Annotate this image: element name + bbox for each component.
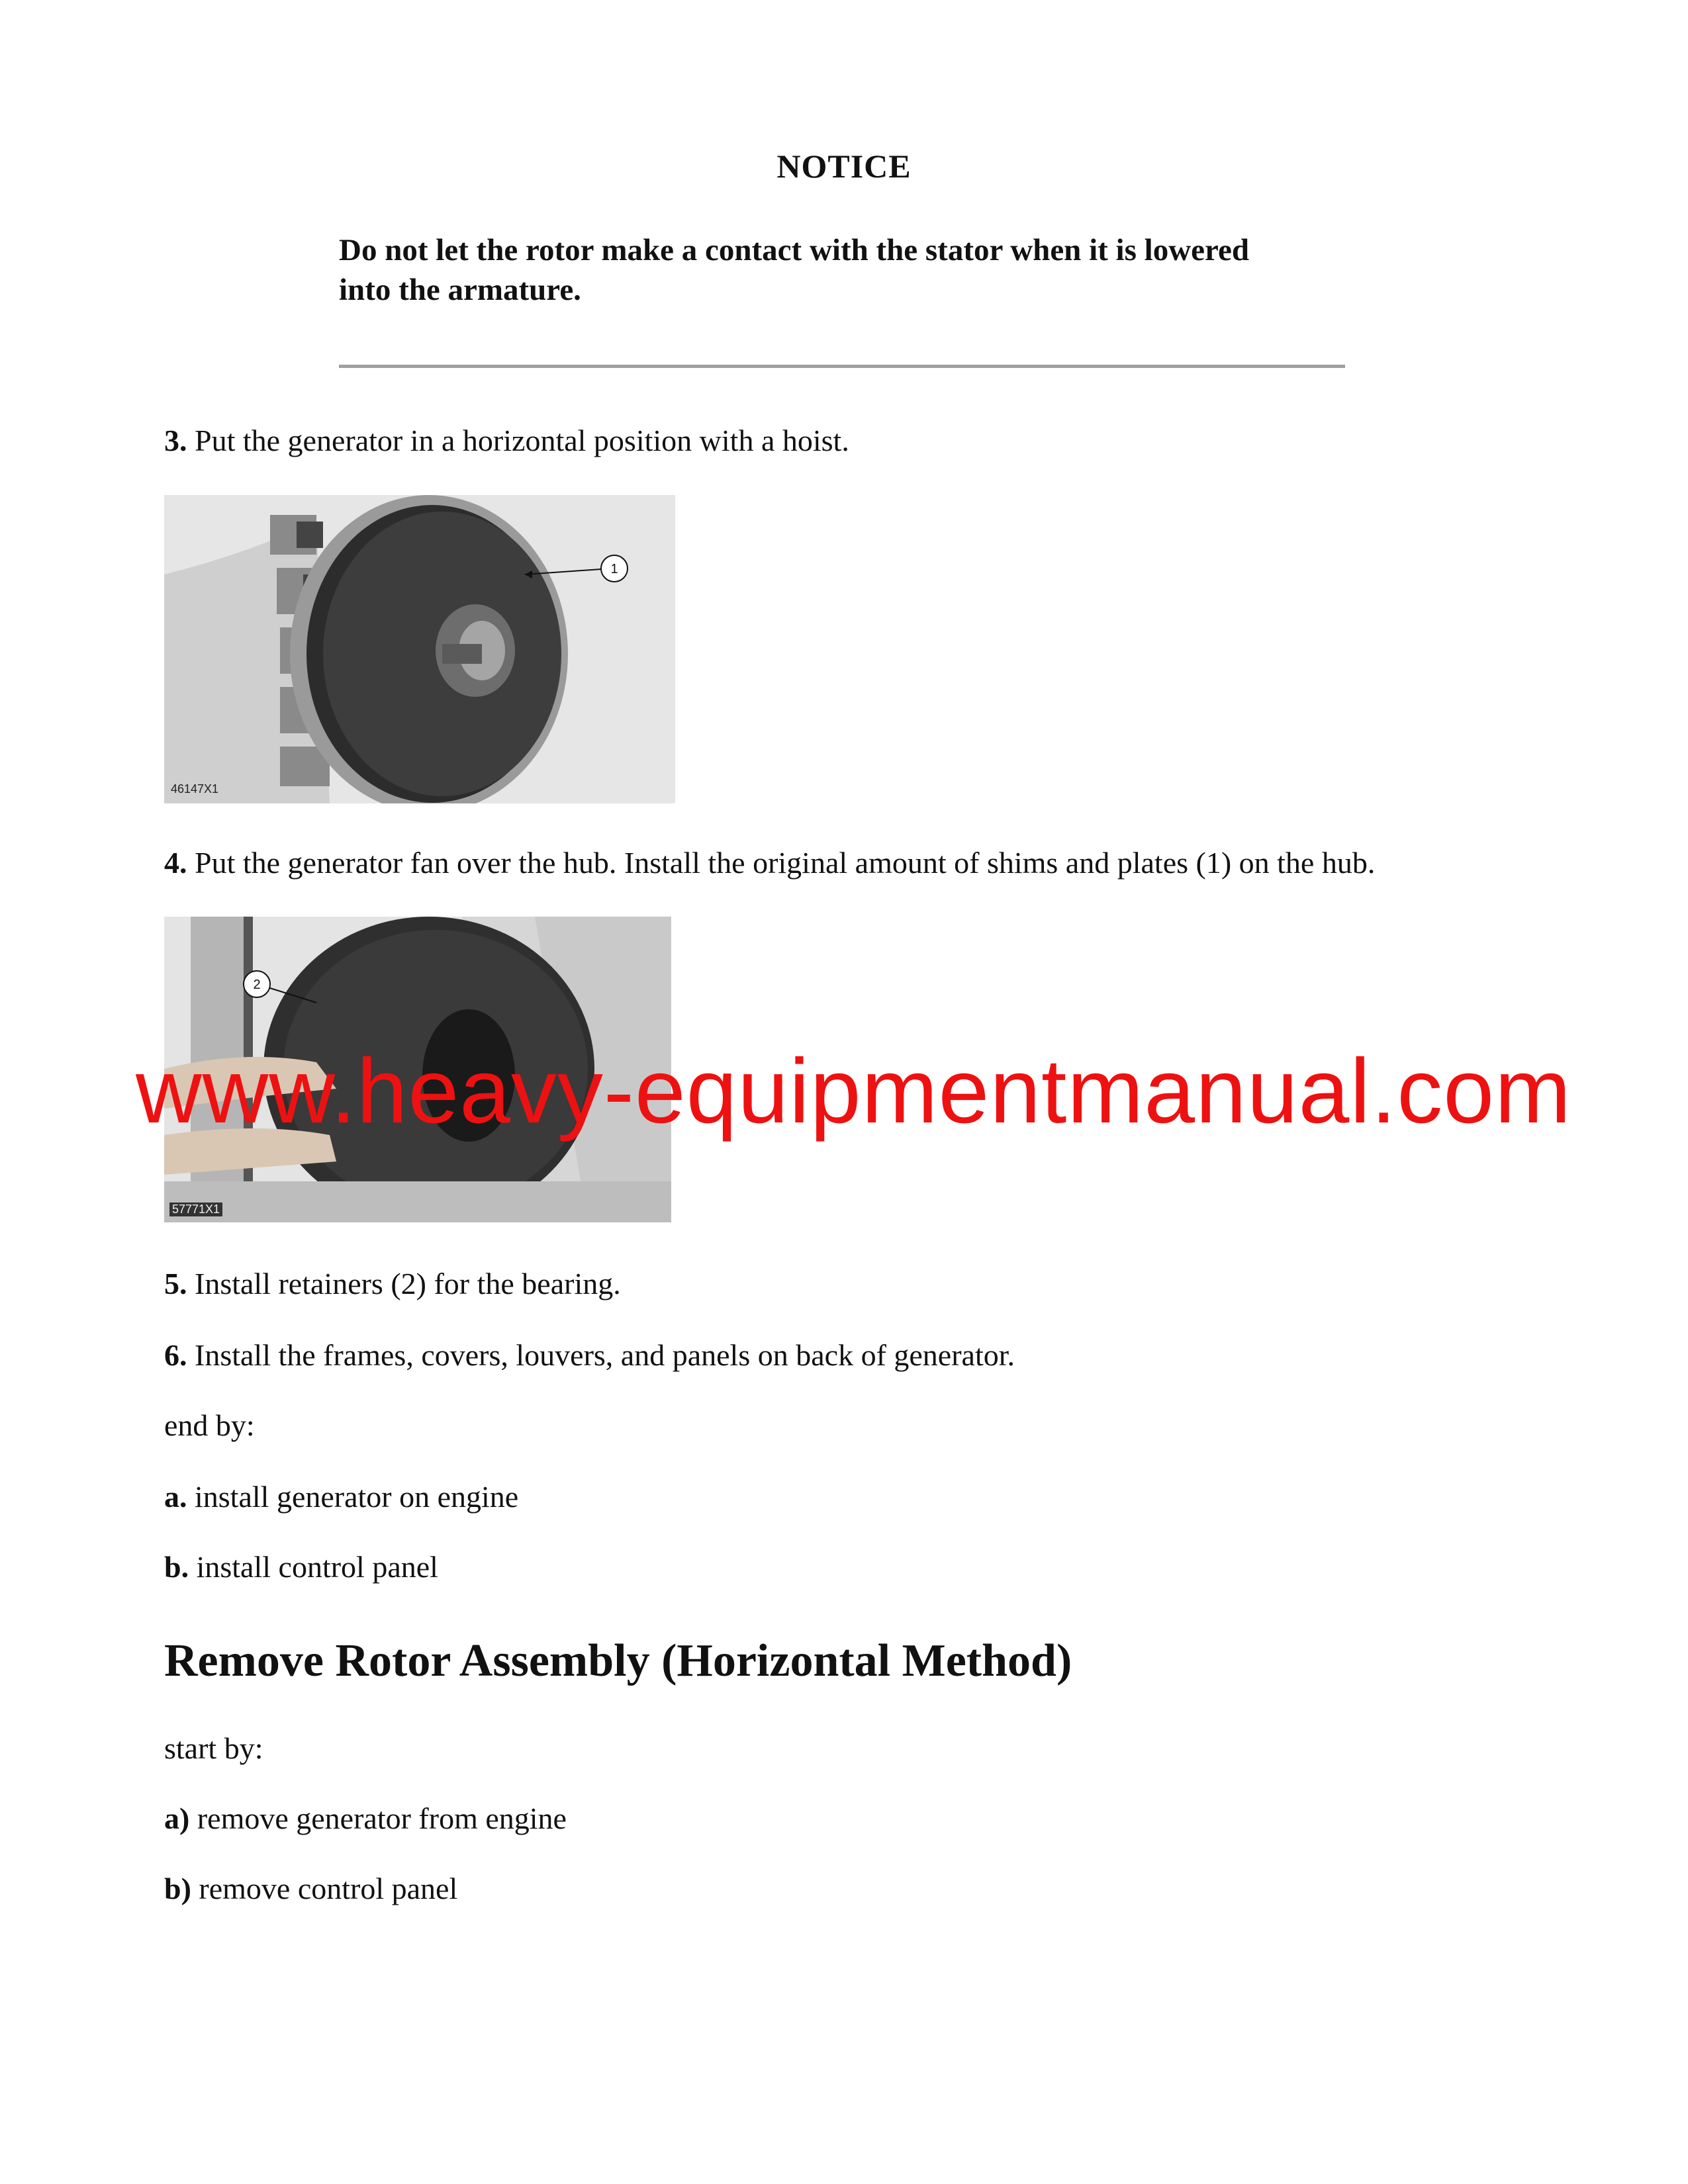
step-5 [164, 1265, 621, 1302]
step-number: 6. [164, 1338, 187, 1372]
step-3 [164, 422, 849, 459]
figure-callout: 1 [610, 562, 618, 576]
item-marker: b) [164, 1872, 191, 1905]
start-by-item-a [164, 1800, 567, 1837]
step-4 [164, 844, 1375, 882]
notice-title: NOTICE [776, 148, 912, 185]
item-marker: a. [164, 1480, 187, 1514]
notice-line-2: into the armature. [339, 273, 581, 307]
figure-callout: 2 [253, 978, 261, 992]
item-marker: b. [164, 1550, 189, 1584]
step-text: Put the generator in a horizontal position with a hoist. [187, 424, 849, 457]
item-text: install control panel [189, 1550, 438, 1584]
step-6 [164, 1337, 1015, 1374]
start-by-label: start by: [164, 1731, 263, 1765]
figure-code: 57771X1 [169, 1203, 222, 1216]
item-text: remove generator from engine [189, 1801, 567, 1835]
step-text: Install the frames, covers, louvers, and panels on back of generator. [187, 1338, 1015, 1372]
step-text: Install retainers (2) for the bearing. [187, 1267, 621, 1300]
section-heading: Remove Rotor Assembly (Horizontal Method) [164, 1635, 1072, 1686]
item-text: install generator on engine [187, 1480, 519, 1514]
step-number: 5. [164, 1267, 187, 1300]
start-by-item-b [164, 1870, 457, 1907]
end-by-item-b [164, 1549, 438, 1586]
generator-fan-photo-icon [164, 495, 675, 803]
end-by-item-a [164, 1479, 518, 1516]
end-by-label: end by: [164, 1408, 255, 1442]
notice-divider [339, 365, 1345, 368]
notice-line-1: Do not let the rotor make a contact with the stator when it is lowered [339, 233, 1250, 267]
item-marker: a) [164, 1801, 190, 1835]
watermark: www.heavy-equipmentmanual.com [136, 1040, 1572, 1142]
notice-text [339, 230, 1358, 310]
figure-code: 46147X1 [171, 782, 219, 796]
step-text: Put the generator fan over the hub. Install the original amount of shims and plates (1) on the hub. [187, 846, 1376, 880]
item-text: remove control panel [191, 1872, 458, 1905]
step-number: 3. [164, 424, 187, 457]
figure-generator-fan [164, 495, 675, 803]
step-number: 4. [164, 846, 187, 880]
